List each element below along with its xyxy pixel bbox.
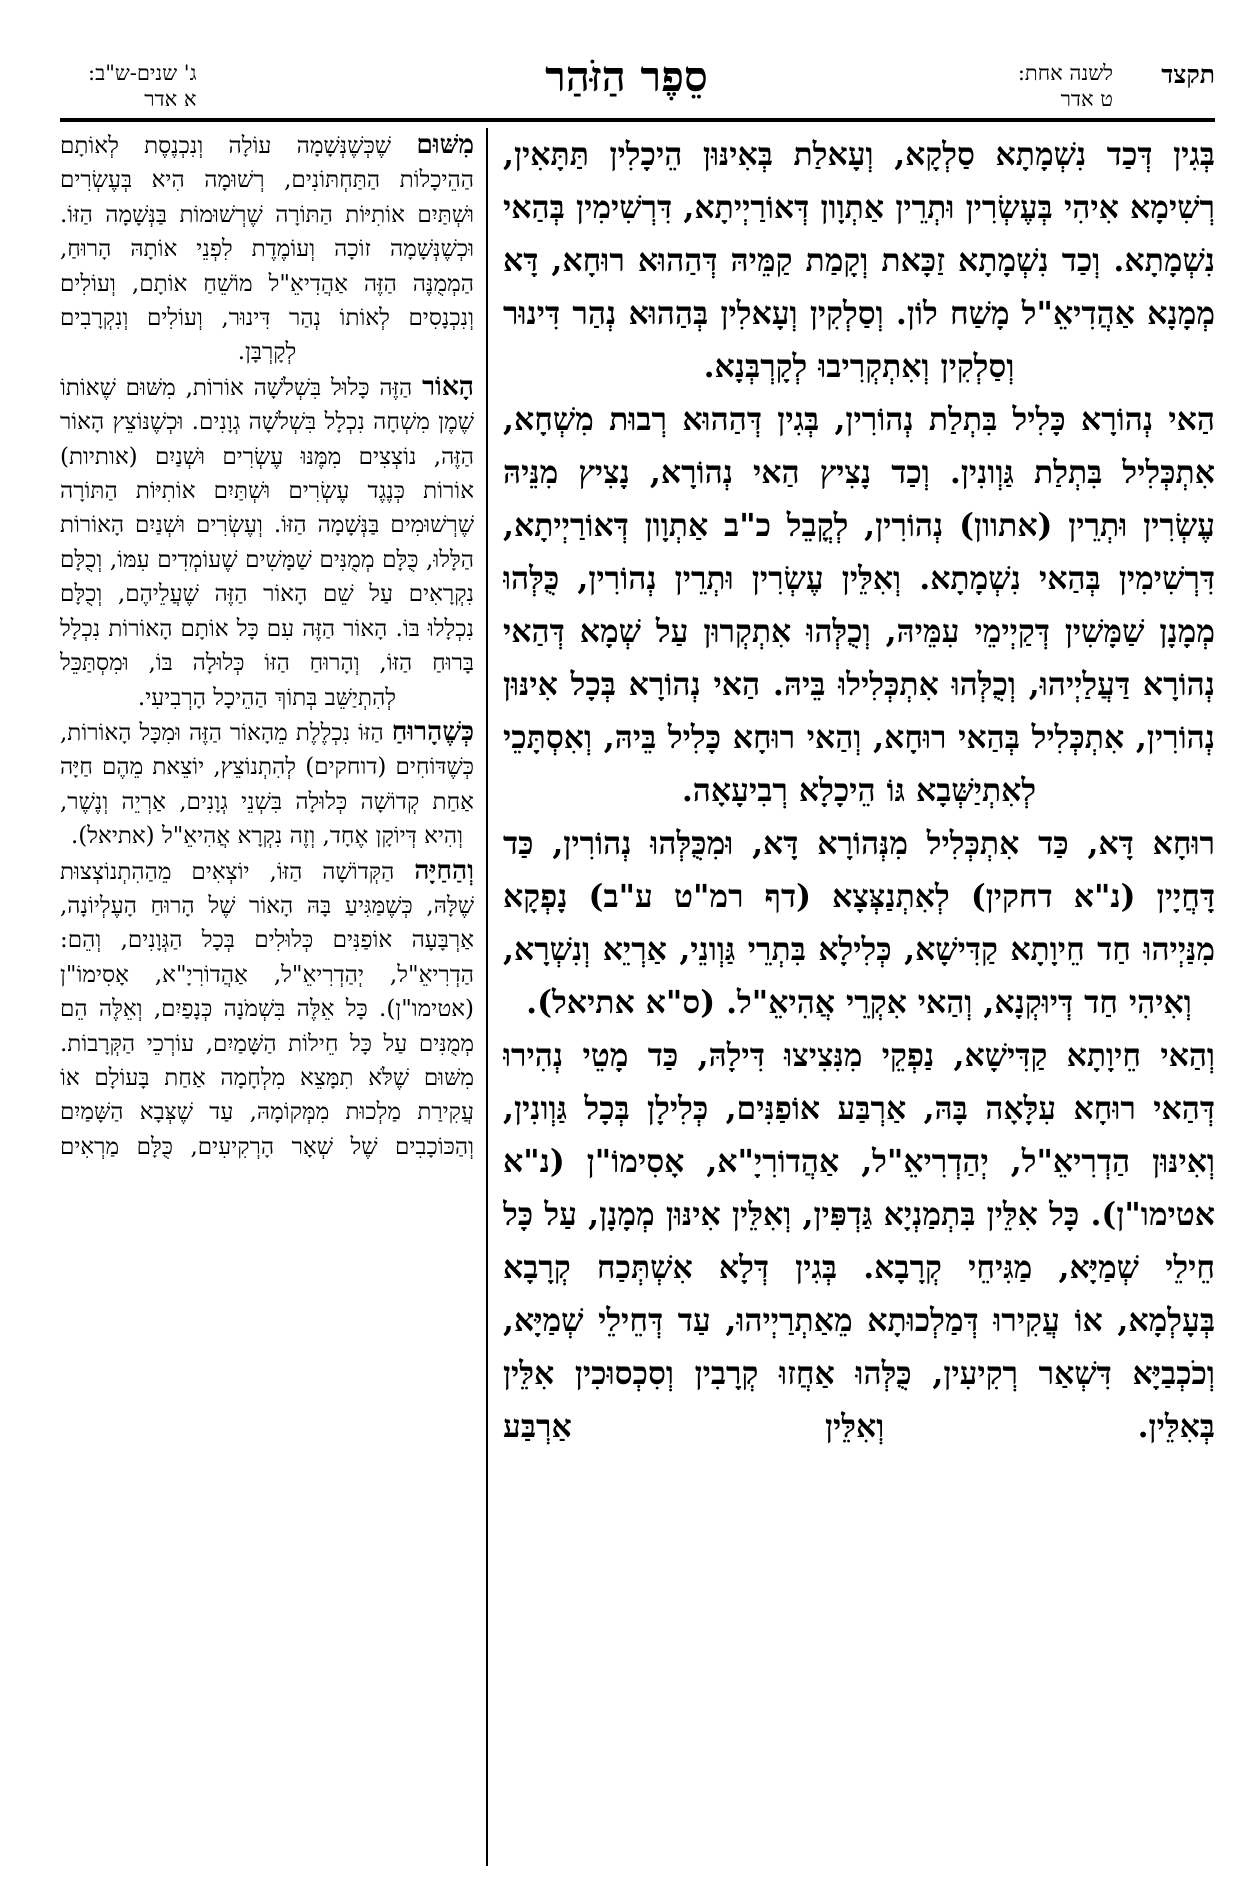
aramaic-paragraph: בְּגִין דְּכַד נִשְׁמָתָא סַלְקָא, וְעָאלַת בְּאִינּוּן הֵיכָלִין תַּתָּאִין, רְשִׁימָא אִיהִי בְּעֶשְׂרִין וּתְרֵין אַתְוָון דְּאוֹרַיְיתָא, דִּרְשִׁימִין בְּהַאי נִשְׁמָתָא. וְכַד נִשְׁמָתָא זַכָּאת וְקָמַת קַמֵּיהּ דְּהַהוּא רוּחָא, דָּא מְמָנָא אַהֲדִיאֵ"ל מָשַׁח לוֹן. וְסַלְקִין וְעָאלִין בְּהַהוּא נְהַר דִּינוּר וְסַלְקִין וְאִתְקְרִיבוּ לְקָרְבְּנָא. (503, 136, 1215, 385)
header-right-line-2: ט אדר (1060, 87, 1113, 111)
hebrew-translation-column (60, 128, 474, 1868)
header-right-line-1: לשנה אחת: (1017, 61, 1113, 85)
paragraph-lead-word: מִשּׁוּם (416, 129, 474, 160)
translation-paragraph (60, 370, 474, 715)
aramaic-paragraph: רוּחָא דָּא, כַּד אִתְכְּלִיל מִנְּהוֹרָא דָּא, וּמִכֻּלְּהוּ נְהוֹרִין, כַּד דָּחֲיָין (נ"א דחקין) לְאִתְנַצְּצָא (דף רמ"ט ע"ב) נָפְקָא מִנַּיְיהוּ חַד חֵיוָתָא קַדִּישָׁא, כְּלִילָא בִּתְרֵי גַּוְונֵי, אַרְיֵא וְנִשְׁרָא, וְאִיהִי חַד דְּיוּקְנָא, וְהַאי אִקְרֵי אֲהִיאֵ"ל. (ס"א אתיאל). (503, 825, 1215, 1021)
header-three-year-schedule (88, 60, 197, 112)
header-left-line-2: א אדר (144, 87, 197, 111)
aramaic-paragraph: הַאי נְהוֹרָא כָּלִיל בִּתְלַת נְהוֹרִין, בְּגִין דְּהַהוּא רְבוּת מִשְׁחָא, אִתְכְּלִיל בִּתְלַת גַּוְונִין. וְכַד נָצִיץ הַאי נְהוֹרָא, נָצִיץ מִנֵּיהּ עֶשְׂרִין וּתְרֵין (אתוון) נְהוֹרִין, לְקֳבֵל כ"ב אַתְוָון דְּאוֹרַיְיתָא, דִּרְשִׁימִין בְּהַאי נִשְׁמָתָא. וְאִלֵּין עֶשְׂרִין וּתְרֵין נְהוֹרִין, כֻּלְּהוּ מְמָנָן שַׁמָּשִׁין דְּקַיְימֵי עִמֵּיהּ, וְכֻלְּהוּ אִתְקְרוּן עַל שְׁמָא דְּהַאי נְהוֹרָא דַּעֲלַיְיהוּ, וְכֻלְּהוּ אִתְכְּלִילוּ בֵּיהּ. הַאי נְהוֹרָא בְּכָל אִינּוּן נְהוֹרִין, אִתְכְּלִיל בְּהַאי רוּחָא, וְהַאי רוּחָא כָּלִיל בֵּיהּ, וְאִסְתָּכֵי לְאִתְיַשְּׁבָא גּוֹ הֵיכָלָא רְבִיעָאָה. (503, 401, 1215, 809)
paragraph-body: שֶׁכְּשֶׁנְּשָׁמָה עוֹלָה וְנִכְנֶסֶת לְאוֹתָם הַהֵיכָלוֹת הַתַּחְתּוֹנִים, רְשׁוּמָה הִיא בְּעֶשְׂרִים וּשְׁתַּיִם אוֹתִיּוֹת הַתּוֹרָה שֶׁרְשׁוּמוֹת בַּנְּשָׁמָה הַזּוֹ. וּכְשֶׁנְּשָׁמָה זוֹכָה וְעוֹמֶדֶת לִפְנֵי אוֹתָהּ הָרוּחַ, הַמְמֻנֶּה הַזֶּה אַהֲדִיאֵ"ל מוֹשֵׁחַ אוֹתָם, וְעוֹלִים וְנִכְנָסִים לְאוֹתוֹ נְהַר דִּינוּר, וְעוֹלִים וְנִקְרָבִים לְקָרְבָּן. (60, 133, 474, 366)
book-title: סֵפֶר הַזֹּהַר (545, 52, 708, 101)
paragraph-body: הַזּוֹ נִכְלֶלֶת מֵהָאוֹר הַזֶּה וּמִכָּל הָאוֹרוֹת, כְּשֶׁדּוֹחִים (דוחקים) לְהִתְנוֹצֵץ, יוֹצֵאת מֵהֶם חַיָּה אַחַת קְדוֹשָׁה כְּלוּלָה בִּשְׁנֵי גְוָנִים, אַרְיֵה וְנֶשֶׁר, וְהִיא דְּיוֹקָן אֶחָד, וְזֶה נִקְרָא אֲהִיאֵ"ל (אתיאל). (60, 719, 474, 850)
page-number: תקצד (1161, 60, 1215, 89)
paragraph-body: הַקְּדוֹשָׁה הַזּוֹ, יוֹצְאִים מֵהַהִתְנוֹצְצוּת שֶׁלָּהּ, כְּשֶׁמַּגִּיעַ בָּהּ הָאוֹר שֶׁל הָרוּחַ הָעֶלְיוֹנָה, אַרְבָּעָה אוֹפַנִּים כְּלוּלִים בְּכָל הַגְּוָנִים, וְהֵם: הַדְרִיאֵ"ל, יְהַדְרִיאֵ"ל, אַהֲדוֹרִיָ"א, אָסִימוֹ"ן (אטימו"ן). כָּל אֵלֶּה בִּשְׁמֹנָה כְּנָפַיִם, וְאֵלֶּה הֵם מְמֻנִּים עַל כָּל חֵילוֹת הַשָּׁמַיִם, עוֹרְכֵי הַקְּרָבוֹת. מִשּׁוּם שֶׁלֹּא תִמָּצֵא מִלְחָמָה אַחַת בָּעוֹלָם אוֹ עֲקִירַת מַלְכוּת מִמְּקוֹמָהּ, עַד שֶׁצְּבָא הַשָּׁמַיִם וְהַכּוֹכָבִים שֶׁל שְׁאָר הָרְקִיעִים, כֻּלָּם מַרְאִים (60, 858, 474, 1160)
translation-paragraph (60, 128, 474, 370)
translation-paragraph (60, 854, 474, 1165)
paragraph-lead-word: הָאוֹר (422, 370, 474, 402)
header-left-line-1: ג' שנים-ש"ב: (88, 61, 197, 85)
paragraph-lead-word: וְהַחַיָּה (414, 854, 474, 886)
aramaic-text-column (503, 128, 1215, 1868)
paragraph-body: הַזֶּה כָּלוּל בִּשְׁלֹשָׁה אוֹרוֹת, מִשּׁוּם שֶׁאוֹתוֹ שֶׁמֶן מִשְׁחָה נִכְלָל בִּשְׁלֹשָׁה גְוָנִים. וּכְשֶׁנּוֹצֵץ הָאוֹר הַזֶּה, נוֹצְצִים מִמֶּנּוּ עֶשְׂרִים וּשְׁנַיִם (אותיות) אוֹרוֹת כְּנֶגֶד עֶשְׂרִים וּשְׁתַּיִם אוֹתִיּוֹת הַתּוֹרָה שֶׁרְשׁוּמִים בַּנְּשָׁמָה הַזּוֹ. וְעֶשְׂרִים וּשְׁנַיִם הָאוֹרוֹת הַלָּלוּ, כֻּלָּם מְמֻנִּים שַׁמָּשִׁים שֶׁעוֹמְדִים עִמּוֹ, וְכֻלָּם נִקְרָאִים עַל שֵׁם הָאוֹר הַזֶּה שֶׁעֲלֵיהֶם, וְכֻלָּם נִכְלָלוּ בּוֹ. הָאוֹר הַזֶּה עִם כָּל אוֹתָם הָאוֹרוֹת נִכְלָל בָּרוּחַ הַזּוֹ, וְהָרוּחַ הַזּוֹ כְּלוּלָה בּוֹ, וּמִסְתַּכֵּל לְהִתְיַשֵּׁב בְּתוֹךְ הַהֵיכָל הָרְבִיעִי. (60, 374, 474, 711)
aramaic-paragraph: וְהַאי חֵיוָתָא קַדִּישָׁא, נַפְקֵי מִנִּצִיצוּ דִּילָהּ, כַּד מָטֵי נְהִירוּ דְּהַאי רוּחָא עִלָּאָה בָּהּ, אַרְבַּע אוֹפַנִּים, כְּלִילָן בְּכָל גַּוְונִין, וְאִינּוּן הַדְרִיאֵ"ל, יְהַדְרִיאֵ"ל, אַהֲדוֹרִיָ"א, אָסִימוֹ"ן (נ"א אטימו"ן). כָּל אִלֵּין בִּתְמַנְיָא גַּדְפִּין, וְאִלֵּין אִינּוּן מְמָנָן, עַל כָּל חֵילֵי שְׁמַיָּא, מַגִּיחֵי קְרָבָא. בְּגִין דְּלָא אִשְׁתְּכַח קְרָבָא בְּעָלְמָא, אוֹ עֲקִירוּ דְּמַלְכוּתָא מֵאַתְרַיְיהוּ, עַד דְּחֵילֵי שְׁמַיָּא, וְכֹכְבַיָּא דִּשְׁאַר רְקִיעִין, כֻּלְּהוּ אַחֲזוּ קְרָבִין וְסִכְסוּכִין אִלֵּין בְּאִלֵּין. וְאִלֵּין אַרְבַּע (503, 1037, 1215, 1445)
paragraph-lead-word: כְּשֶׁהָרוּחַ (391, 715, 474, 747)
translation-paragraph (60, 715, 474, 854)
column-divider (486, 128, 488, 1866)
header-rule (60, 118, 1215, 122)
